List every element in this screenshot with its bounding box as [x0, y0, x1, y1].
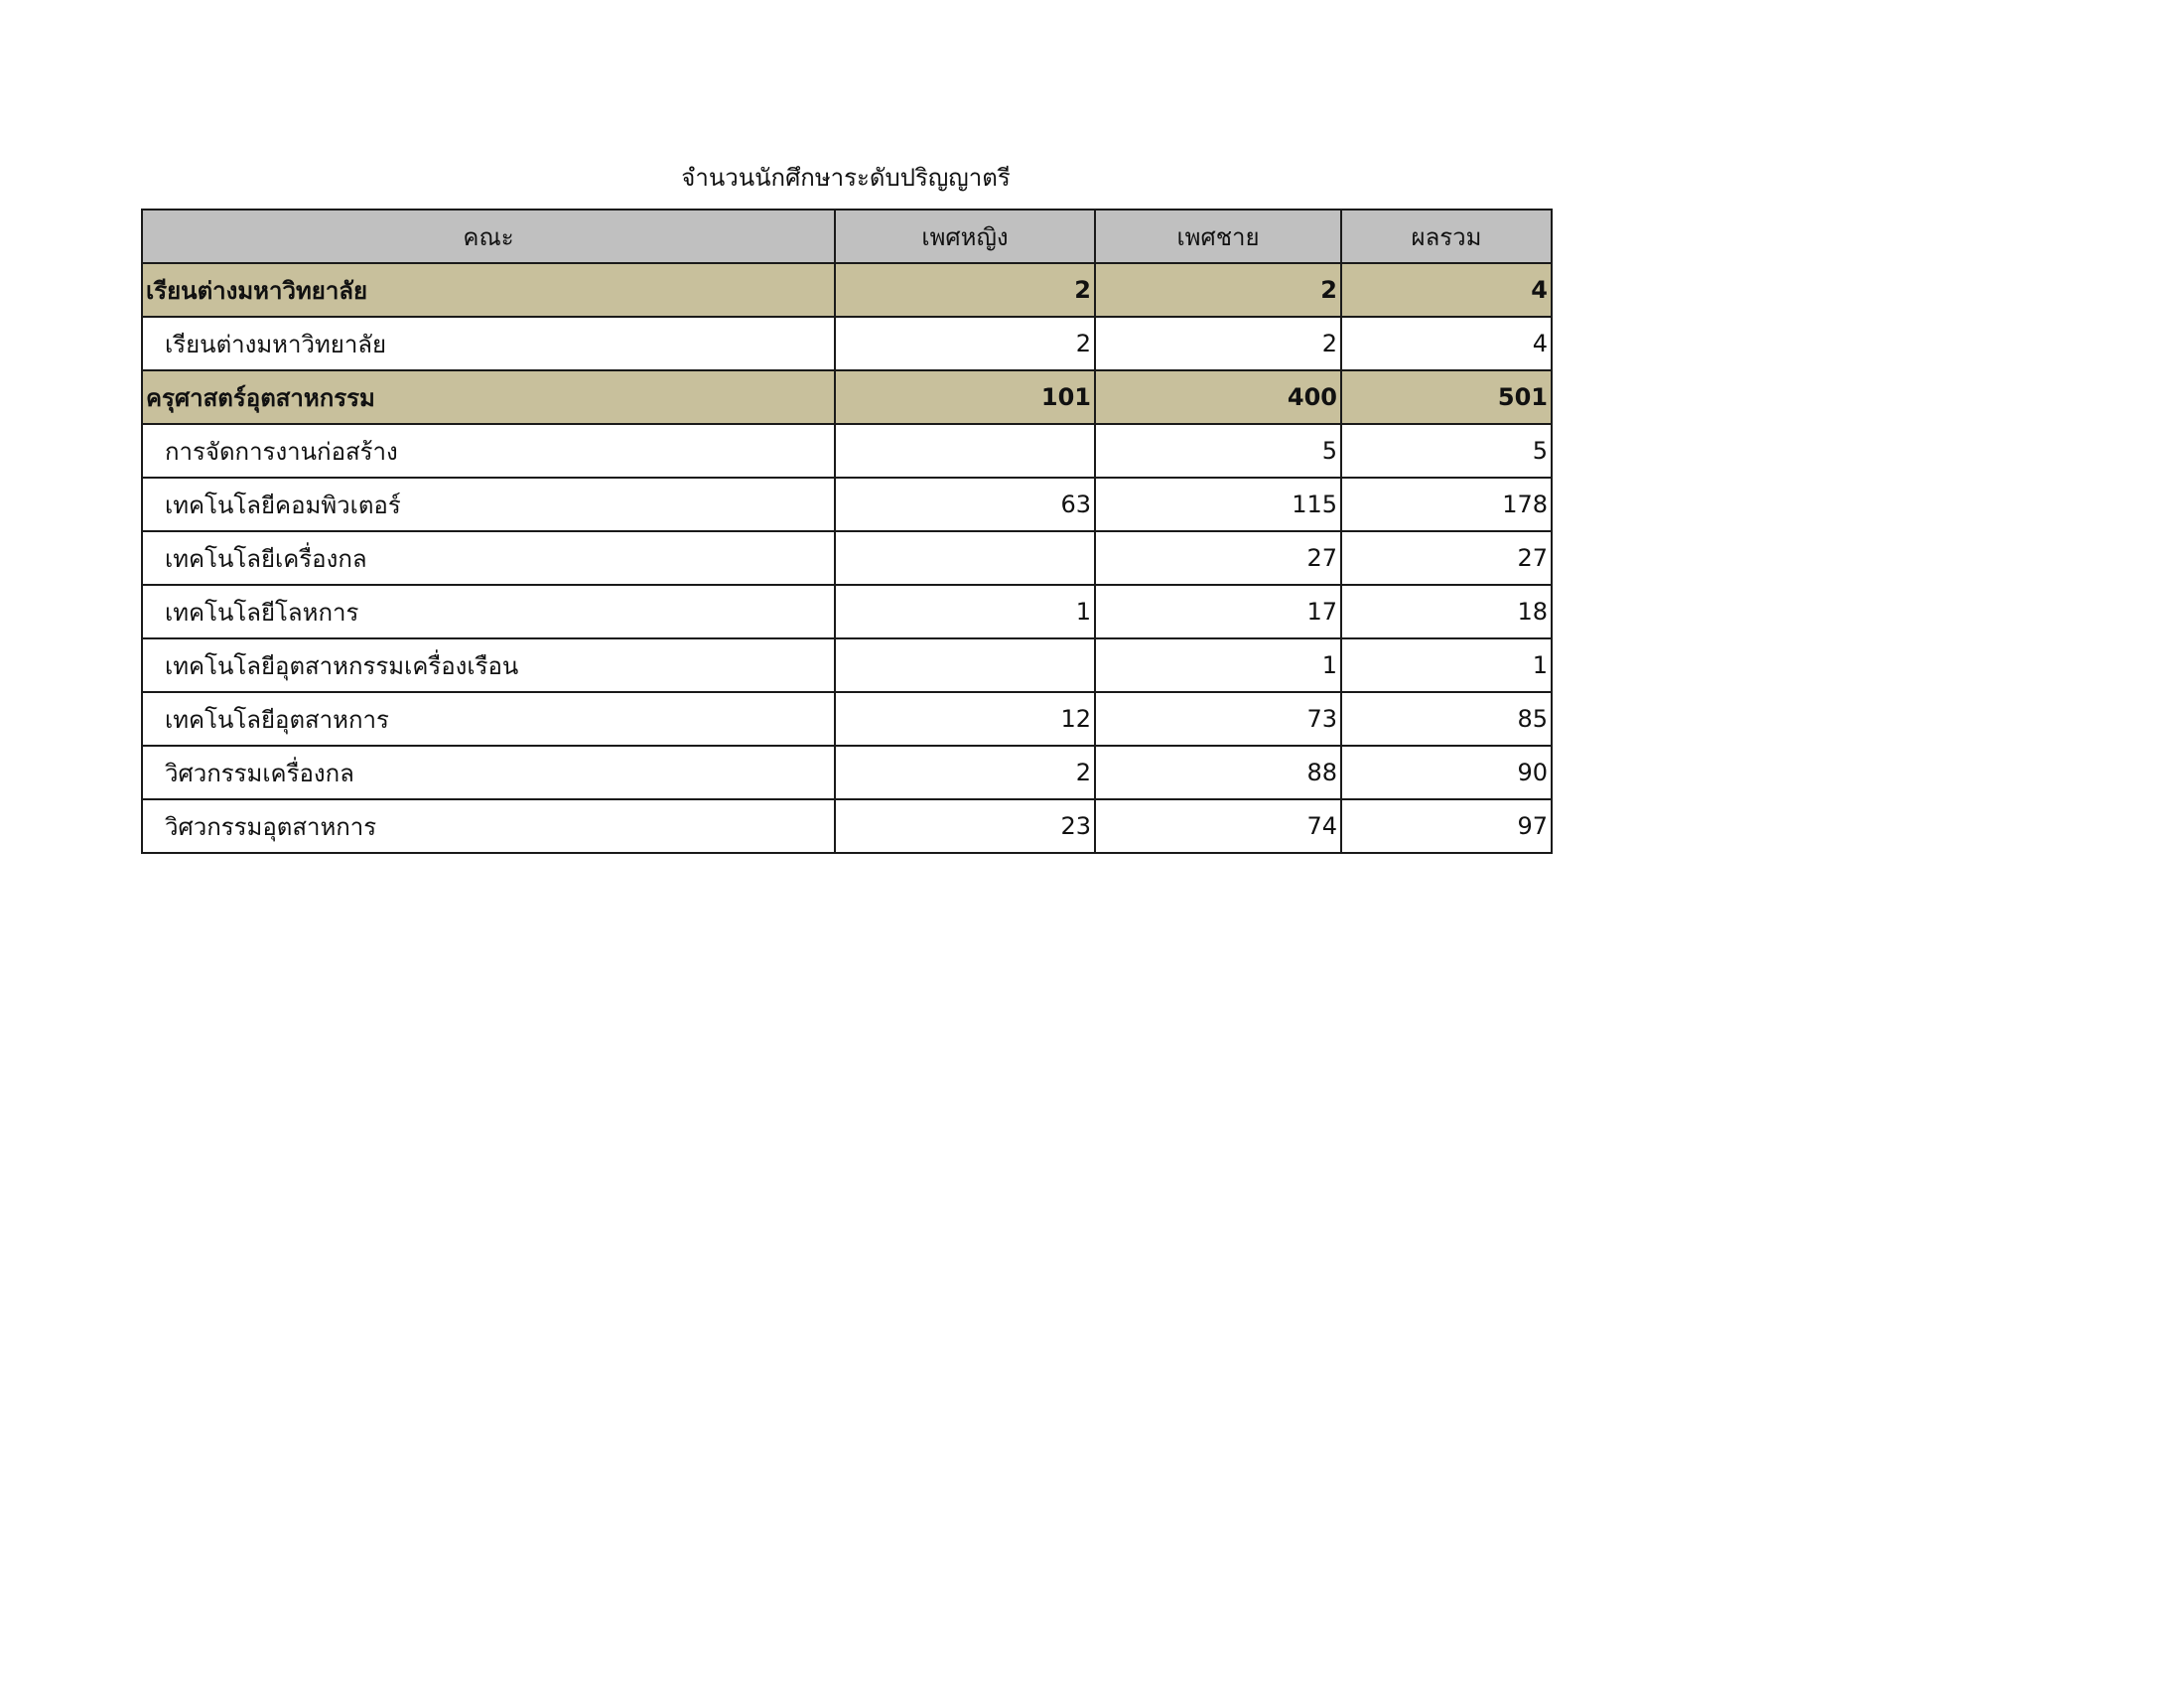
faculty-group-row	[142, 263, 1552, 317]
total-count: 4	[1341, 263, 1552, 317]
program-name: เทคโนโลยีอุตสาหกรรมเครื่องเรือน	[142, 638, 835, 692]
program-name: การจัดการงานก่อสร้าง	[142, 424, 835, 478]
program-row	[142, 692, 1552, 746]
faculty-name: เรียนต่างมหาวิทยาลัย	[142, 263, 835, 317]
female-count: 101	[835, 370, 1095, 424]
male-count: 88	[1095, 746, 1341, 799]
female-count	[835, 531, 1095, 585]
male-count: 74	[1095, 799, 1341, 853]
header-total: ผลรวม	[1341, 210, 1552, 263]
male-count: 2	[1095, 317, 1341, 370]
total-count: 85	[1341, 692, 1552, 746]
program-row	[142, 799, 1552, 853]
male-count: 17	[1095, 585, 1341, 638]
faculty-name: ครุศาสตร์อุตสาหกรรม	[142, 370, 835, 424]
male-count: 1	[1095, 638, 1341, 692]
header-row	[142, 210, 1552, 263]
program-row	[142, 585, 1552, 638]
female-count: 2	[835, 263, 1095, 317]
male-count: 115	[1095, 478, 1341, 531]
program-name: เทคโนโลยีคอมพิวเตอร์	[142, 478, 835, 531]
total-count: 501	[1341, 370, 1552, 424]
program-name: เทคโนโลยีเครื่องกล	[142, 531, 835, 585]
female-count	[835, 638, 1095, 692]
header-female: เพศหญิง	[835, 210, 1095, 263]
male-count: 400	[1095, 370, 1341, 424]
total-count: 90	[1341, 746, 1552, 799]
program-name: เทคโนโลยีโลหการ	[142, 585, 835, 638]
program-name: เทคโนโลยีอุตสาหการ	[142, 692, 835, 746]
faculty-group-row	[142, 370, 1552, 424]
table-body	[142, 263, 1552, 853]
female-count: 63	[835, 478, 1095, 531]
program-row	[142, 317, 1552, 370]
total-count: 5	[1341, 424, 1552, 478]
male-count: 2	[1095, 263, 1341, 317]
program-name: เรียนต่างมหาวิทยาลัย	[142, 317, 835, 370]
female-count: 12	[835, 692, 1095, 746]
program-row	[142, 531, 1552, 585]
male-count: 5	[1095, 424, 1341, 478]
table-title: จำนวนนักศึกษาระดับปริญญาตรี	[681, 164, 1011, 192]
total-count: 178	[1341, 478, 1552, 531]
female-count: 1	[835, 585, 1095, 638]
header-faculty: คณะ	[142, 210, 835, 263]
total-count: 18	[1341, 585, 1552, 638]
total-count: 4	[1341, 317, 1552, 370]
female-count	[835, 424, 1095, 478]
program-row	[142, 424, 1552, 478]
table-header	[142, 210, 1552, 263]
total-count: 1	[1341, 638, 1552, 692]
student-count-table	[141, 209, 1553, 854]
female-count: 23	[835, 799, 1095, 853]
program-row	[142, 478, 1552, 531]
male-count: 27	[1095, 531, 1341, 585]
female-count: 2	[835, 317, 1095, 370]
header-male: เพศชาย	[1095, 210, 1341, 263]
total-count: 27	[1341, 531, 1552, 585]
program-name: วิศวกรรมเครื่องกล	[142, 746, 835, 799]
program-row	[142, 746, 1552, 799]
female-count: 2	[835, 746, 1095, 799]
program-row	[142, 638, 1552, 692]
program-name: วิศวกรรมอุตสาหการ	[142, 799, 835, 853]
total-count: 97	[1341, 799, 1552, 853]
male-count: 73	[1095, 692, 1341, 746]
